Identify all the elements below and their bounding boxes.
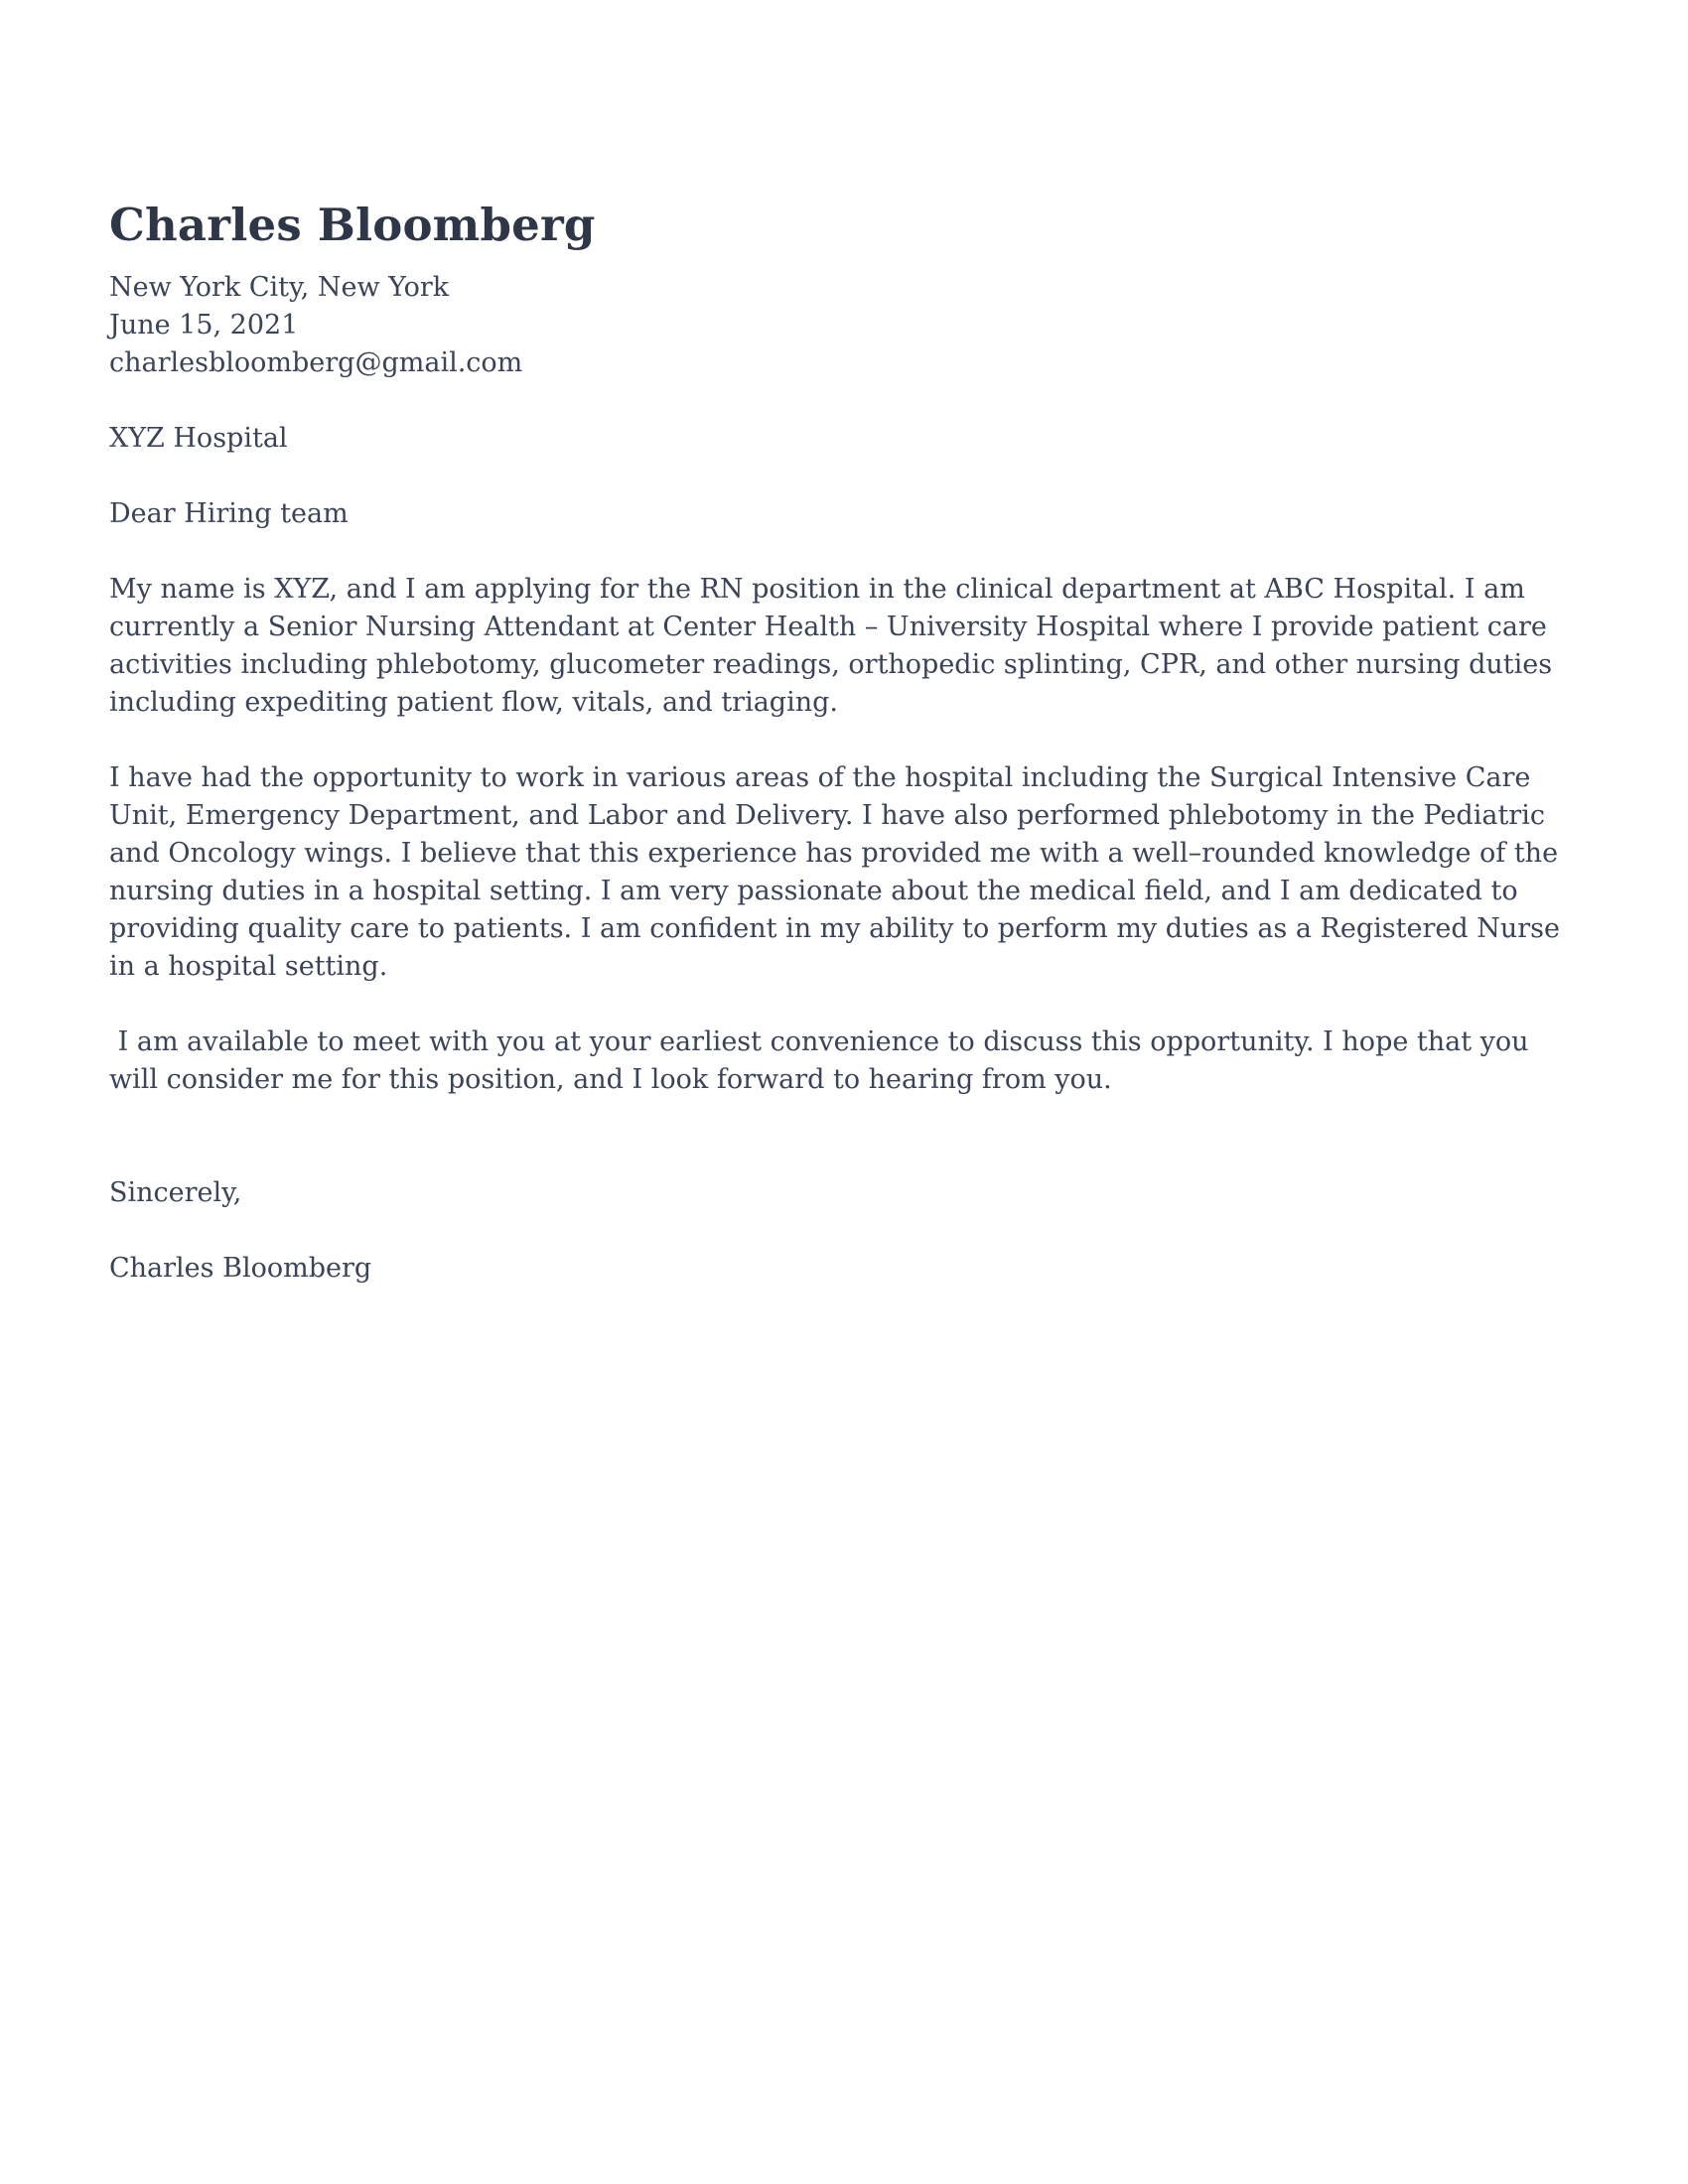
spacer xyxy=(109,533,1574,571)
closing-valediction: Sincerely, xyxy=(109,1176,242,1208)
page-title: Charles Bloomberg xyxy=(109,199,596,251)
recipient-organization: XYZ Hospital xyxy=(109,422,288,454)
spacer xyxy=(109,986,1574,1024)
sender-contact-block xyxy=(109,269,1574,382)
letter-date: June 15, 2021 xyxy=(109,309,299,341)
spacer xyxy=(109,1212,1574,1250)
sender-email[interactable]: charlesbloomberg@gmail.com xyxy=(109,346,523,378)
body-paragraph-1: My name is XYZ, and I am applying for the RN position in the clinical department at ABC Hospital. I am currently a Senior Nursing Attendant at Center Health – University Hospital where I provide patient care activities including phlebotomy, glucometer readings, orthopedic splinting, CPR, and other nursing duties including expediting patient flow, vitals, and triaging. xyxy=(109,573,1561,718)
salutation: Dear Hiring team xyxy=(109,497,349,529)
spacer xyxy=(109,722,1574,759)
spacer xyxy=(109,382,1574,420)
body-paragraph-3: I am available to meet with you at your earliest convenience to discuss this opportunity. I hope that you will consider me for this position, and I look forward to hearing from you. xyxy=(109,1025,1538,1095)
body-paragraph-2: I have had the opportunity to work in various areas of the hospital including the Surgical Intensive Care Unit, Emergency Department, and Labor and Delivery. I have also performed phlebotomy in the Pediatric and Oncology wings. I believe that this experience has provided me with a well–rounded knowledge of the nursing duties in a hospital setting. I am very passionate about the medical field, and I am dedicated to providing quality care to patients. I am confident in my ability to perform my duties as a Registered Nurse in a hospital setting. xyxy=(109,761,1569,982)
signature-name: Charles Bloomberg xyxy=(109,1252,372,1284)
spacer xyxy=(109,458,1574,495)
cover-letter-body xyxy=(109,199,1574,1288)
sender-location: New York City, New York xyxy=(109,271,450,303)
spacer xyxy=(109,1099,1574,1174)
